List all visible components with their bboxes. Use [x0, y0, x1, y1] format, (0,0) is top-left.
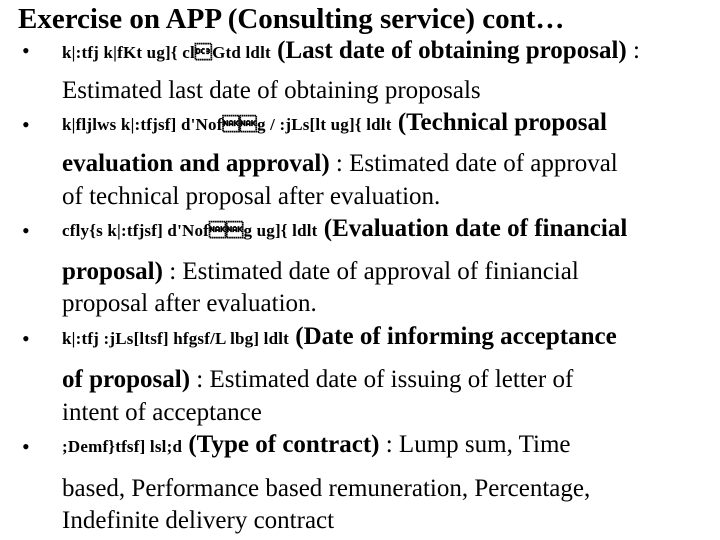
bullet-5-line-1	[62, 430, 571, 462]
bullet-3-line-3: proposal after evaluation.	[62, 290, 317, 317]
bullet-1-desc: :	[626, 37, 640, 64]
bullet-3-english-term-cont: proposal)	[62, 258, 163, 285]
bullet-4-english-term-cont: of proposal)	[62, 366, 191, 393]
bullet-4-line-2	[62, 365, 573, 395]
bullet-2-line-2	[62, 149, 618, 179]
bullet-2-desc: : Estimated date of approval	[329, 150, 618, 177]
bullet-2-nepali-term: k|fljlws k|:tfjsf] d'Nofg / :jLs[lt ug]{ ldlt	[62, 115, 392, 134]
bullet-2-english-term-cont: evaluation and approval)	[62, 150, 330, 177]
bullet-icon: •	[22, 112, 30, 137]
bullet-icon: •	[22, 434, 30, 459]
bullet-5-line-3: Indefinite delivery contract	[62, 507, 335, 534]
bullet-3-line-1	[62, 214, 627, 246]
bullet-5-desc: : Lump sum, Time	[379, 431, 571, 458]
bullet-2-line-1	[62, 108, 607, 140]
bullet-3-line-2	[62, 257, 579, 287]
bullet-icon: •	[22, 38, 30, 63]
bullet-1-english-term: (Last date of obtaining proposal)	[277, 37, 627, 64]
bullet-4-english-term: (Date of informing acceptance	[295, 323, 617, 350]
bullet-3-english-term: (Evaluation date of financial	[323, 215, 628, 242]
bullet-5-line-2: based, Performance based remuneration, Percentage,	[62, 475, 591, 502]
bullet-icon: •	[22, 218, 30, 243]
bullet-3-desc: : Estimated date of approval of finiancial	[162, 258, 579, 285]
bullet-4-line-1	[62, 322, 617, 354]
bullet-5-english-term: (Type of contract)	[188, 431, 380, 458]
bullet-4-desc: : Estimated date of issuing of letter of	[190, 366, 574, 393]
bullet-2-english-term: (Technical proposal	[397, 109, 607, 136]
bullet-1-nepali-term: k|:tfj k|fKt ug]{ clGtd ldlt	[62, 43, 271, 62]
bullet-icon: •	[22, 326, 30, 351]
bullet-3-nepali-term: cfly{s k|:tfjsf] d'Nofg ug]{ ldlt	[62, 221, 318, 240]
bullet-1-line-2: Estimated last date of obtaining proposals	[62, 77, 481, 104]
slide-title: Exercise on APP (Consulting service) cont…	[18, 3, 565, 35]
bullet-5-nepali-term: ;Demf}tfsf] lsl;d	[62, 437, 183, 456]
bullet-4-line-3: intent of acceptance	[62, 399, 262, 426]
bullet-1-line-1	[62, 36, 640, 68]
bullet-4-nepali-term: k|:tfj :jLs[ltsf] hfgsf/L lbg] ldlt	[62, 329, 290, 348]
bullet-2-line-3: of technical proposal after evaluation.	[62, 183, 441, 210]
